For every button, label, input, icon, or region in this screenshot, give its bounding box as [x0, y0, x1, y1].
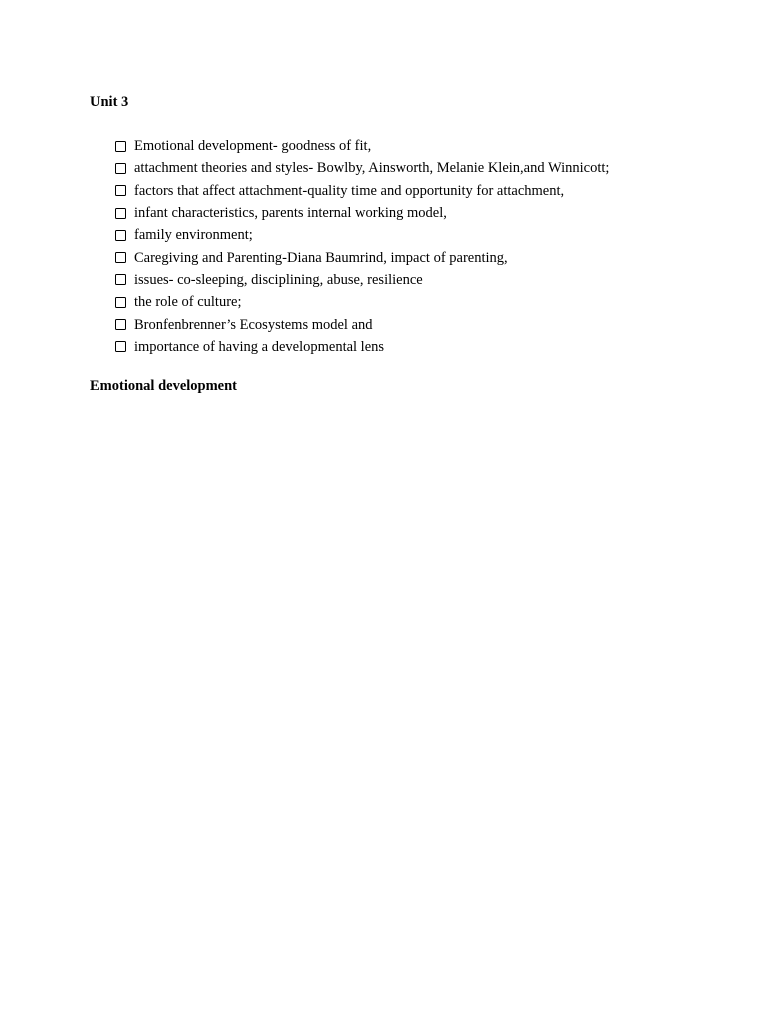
unit-heading: Unit 3: [90, 94, 129, 110]
list-item: [115, 157, 609, 179]
checkbox-icon: [115, 185, 126, 196]
checkbox-icon: [115, 252, 126, 263]
list-item: [115, 313, 609, 335]
checkbox-icon: [115, 274, 126, 285]
list-item: [115, 135, 609, 157]
checkbox-icon: [115, 341, 126, 352]
list-item-text: the role of culture;: [134, 294, 242, 311]
list-item: [115, 336, 609, 358]
list-item-text: family environment;: [134, 227, 253, 244]
list-item: [115, 202, 609, 224]
list-item: [115, 246, 609, 268]
list-item: [115, 291, 609, 313]
list-item-text: importance of having a developmental lens: [134, 338, 385, 355]
list-item-text: infant characteristics, parents internal working model,: [134, 205, 447, 222]
list-item-text: issues- co-sleeping, disciplining, abuse, resilience: [134, 271, 423, 288]
checkbox-icon: [115, 297, 126, 308]
list-item-text: Caregiving and Parenting-Diana Baumrind, impact of parenting,: [134, 249, 508, 266]
checkbox-icon: [115, 141, 126, 152]
topic-checklist: [115, 135, 609, 358]
list-item-text: attachment theories and styles- Bowlby, Ainsworth, Melanie Klein,and Winnicott;: [134, 160, 610, 177]
checkbox-icon: [115, 230, 126, 241]
checkbox-icon: [115, 163, 126, 174]
list-item: [115, 180, 609, 202]
list-item-text: factors that affect attachment-quality time and opportunity for attachment,: [134, 182, 565, 199]
section-heading: Emotional development: [90, 378, 238, 394]
list-item-text: Emotional development- goodness of fit,: [134, 138, 372, 155]
list-item: [115, 269, 609, 291]
list-item-text: Bronfenbrenner’s Ecosystems model and: [134, 316, 373, 333]
checkbox-icon: [115, 319, 126, 330]
list-item: [115, 224, 609, 246]
checkbox-icon: [115, 208, 126, 219]
